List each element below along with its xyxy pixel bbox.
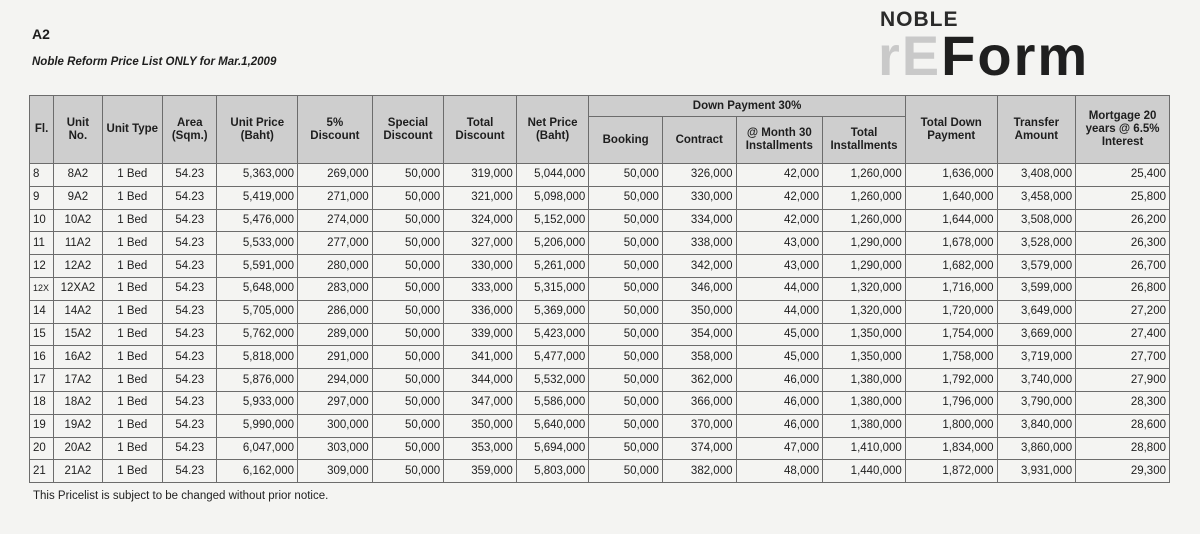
cell-floor: 12X bbox=[30, 277, 54, 300]
cell-net-price: 5,640,000 bbox=[516, 414, 589, 437]
cell-contract: 362,000 bbox=[662, 369, 736, 392]
col-header-area: Area (Sqm.) bbox=[163, 96, 217, 164]
cell-area: 54.23 bbox=[163, 346, 217, 369]
cell-month-30-installment: 42,000 bbox=[736, 186, 823, 209]
cell-unit-type: 1 Bed bbox=[102, 255, 162, 278]
cell-unit-type: 1 Bed bbox=[102, 209, 162, 232]
cell-month-30-installment: 43,000 bbox=[736, 232, 823, 255]
cell-transfer-amount: 3,790,000 bbox=[997, 391, 1076, 414]
cell-total-installments: 1,350,000 bbox=[823, 323, 906, 346]
cell-transfer-amount: 3,669,000 bbox=[997, 323, 1076, 346]
cell-net-price: 5,423,000 bbox=[516, 323, 589, 346]
cell-unit-no: 20A2 bbox=[54, 437, 102, 460]
cell-unit-type: 1 Bed bbox=[102, 391, 162, 414]
cell-net-price: 5,803,000 bbox=[516, 460, 589, 483]
disclaimer-note: This Pricelist is subject to be changed without prior notice. bbox=[33, 490, 329, 502]
table-row bbox=[30, 209, 1170, 232]
cell-unit-price: 5,363,000 bbox=[217, 164, 298, 187]
cell-discount-5pct: 300,000 bbox=[298, 414, 373, 437]
cell-month-30-installment: 44,000 bbox=[736, 300, 823, 323]
cell-discount-5pct: 271,000 bbox=[298, 186, 373, 209]
cell-discount-5pct: 286,000 bbox=[298, 300, 373, 323]
cell-mortgage: 27,400 bbox=[1076, 323, 1170, 346]
cell-total-discount: 321,000 bbox=[444, 186, 517, 209]
cell-net-price: 5,532,000 bbox=[516, 369, 589, 392]
cell-special-discount: 50,000 bbox=[372, 255, 444, 278]
cell-total-discount: 336,000 bbox=[444, 300, 517, 323]
cell-total-installments: 1,260,000 bbox=[823, 164, 906, 187]
col-header-mortgage: Mortgage 20 years @ 6.5% Interest bbox=[1076, 96, 1170, 164]
cell-total-down-payment: 1,682,000 bbox=[905, 255, 997, 278]
cell-area: 54.23 bbox=[163, 232, 217, 255]
cell-unit-price: 5,476,000 bbox=[217, 209, 298, 232]
cell-floor: 10 bbox=[30, 209, 54, 232]
cell-net-price: 5,044,000 bbox=[516, 164, 589, 187]
cell-unit-price: 5,818,000 bbox=[217, 346, 298, 369]
cell-floor: 21 bbox=[30, 460, 54, 483]
cell-contract: 338,000 bbox=[662, 232, 736, 255]
cell-area: 54.23 bbox=[163, 437, 217, 460]
cell-unit-price: 5,876,000 bbox=[217, 369, 298, 392]
cell-special-discount: 50,000 bbox=[372, 232, 444, 255]
cell-unit-no: 12A2 bbox=[54, 255, 102, 278]
cell-transfer-amount: 3,840,000 bbox=[997, 414, 1076, 437]
cell-area: 54.23 bbox=[163, 255, 217, 278]
cell-transfer-amount: 3,599,000 bbox=[997, 277, 1076, 300]
cell-net-price: 5,477,000 bbox=[516, 346, 589, 369]
cell-discount-5pct: 294,000 bbox=[298, 369, 373, 392]
cell-total-down-payment: 1,796,000 bbox=[905, 391, 997, 414]
col-header-total-down-payment: Total Down Payment bbox=[905, 96, 997, 164]
cell-special-discount: 50,000 bbox=[372, 391, 444, 414]
cell-transfer-amount: 3,458,000 bbox=[997, 186, 1076, 209]
cell-unit-no: 16A2 bbox=[54, 346, 102, 369]
logo-dark-part: Form bbox=[941, 24, 1090, 87]
price-table bbox=[29, 95, 1170, 483]
cell-total-down-payment: 1,872,000 bbox=[905, 460, 997, 483]
cell-unit-no: 19A2 bbox=[54, 414, 102, 437]
cell-total-discount: 341,000 bbox=[444, 346, 517, 369]
col-header-net-price: Net Price (Baht) bbox=[516, 96, 589, 164]
table-row bbox=[30, 414, 1170, 437]
cell-area: 54.23 bbox=[163, 300, 217, 323]
cell-total-discount: 350,000 bbox=[444, 414, 517, 437]
cell-floor: 12 bbox=[30, 255, 54, 278]
table-row bbox=[30, 346, 1170, 369]
cell-floor: 14 bbox=[30, 300, 54, 323]
cell-total-down-payment: 1,834,000 bbox=[905, 437, 997, 460]
cell-unit-price: 5,419,000 bbox=[217, 186, 298, 209]
cell-total-installments: 1,440,000 bbox=[823, 460, 906, 483]
cell-total-discount: 339,000 bbox=[444, 323, 517, 346]
cell-total-down-payment: 1,678,000 bbox=[905, 232, 997, 255]
col-header-floor: Fl. bbox=[30, 96, 54, 164]
cell-net-price: 5,152,000 bbox=[516, 209, 589, 232]
cell-unit-price: 5,591,000 bbox=[217, 255, 298, 278]
cell-unit-no: 17A2 bbox=[54, 369, 102, 392]
cell-total-discount: 353,000 bbox=[444, 437, 517, 460]
cell-total-discount: 319,000 bbox=[444, 164, 517, 187]
cell-unit-type: 1 Bed bbox=[102, 437, 162, 460]
cell-mortgage: 28,300 bbox=[1076, 391, 1170, 414]
cell-booking: 50,000 bbox=[589, 255, 663, 278]
cell-mortgage: 26,200 bbox=[1076, 209, 1170, 232]
logo-light-part: rE bbox=[878, 24, 942, 87]
table-header-row bbox=[30, 96, 1170, 117]
cell-total-discount: 327,000 bbox=[444, 232, 517, 255]
cell-booking: 50,000 bbox=[589, 346, 663, 369]
cell-booking: 50,000 bbox=[589, 369, 663, 392]
col-header-total-discount: Total Discount bbox=[444, 96, 517, 164]
cell-month-30-installment: 43,000 bbox=[736, 255, 823, 278]
cell-mortgage: 28,800 bbox=[1076, 437, 1170, 460]
cell-area: 54.23 bbox=[163, 460, 217, 483]
cell-booking: 50,000 bbox=[589, 164, 663, 187]
cell-area: 54.23 bbox=[163, 323, 217, 346]
cell-special-discount: 50,000 bbox=[372, 164, 444, 187]
table-row bbox=[30, 369, 1170, 392]
col-header-down-payment: Down Payment 30% bbox=[589, 96, 906, 117]
cell-mortgage: 27,200 bbox=[1076, 300, 1170, 323]
table-row bbox=[30, 391, 1170, 414]
cell-unit-type: 1 Bed bbox=[102, 277, 162, 300]
cell-contract: 342,000 bbox=[662, 255, 736, 278]
cell-unit-type: 1 Bed bbox=[102, 323, 162, 346]
cell-contract: 346,000 bbox=[662, 277, 736, 300]
cell-contract: 330,000 bbox=[662, 186, 736, 209]
cell-contract: 358,000 bbox=[662, 346, 736, 369]
cell-area: 54.23 bbox=[163, 277, 217, 300]
cell-unit-no: 11A2 bbox=[54, 232, 102, 255]
table-row bbox=[30, 277, 1170, 300]
cell-contract: 334,000 bbox=[662, 209, 736, 232]
cell-unit-price: 5,648,000 bbox=[217, 277, 298, 300]
cell-unit-type: 1 Bed bbox=[102, 346, 162, 369]
cell-total-installments: 1,260,000 bbox=[823, 186, 906, 209]
table-row bbox=[30, 323, 1170, 346]
cell-contract: 382,000 bbox=[662, 460, 736, 483]
col-header-booking: Booking bbox=[589, 117, 663, 164]
cell-month-30-installment: 46,000 bbox=[736, 391, 823, 414]
price-list-title: Noble Reform Price List ONLY for Mar.1,2009 bbox=[32, 56, 277, 68]
cell-net-price: 5,694,000 bbox=[516, 437, 589, 460]
cell-unit-no: 8A2 bbox=[54, 164, 102, 187]
cell-unit-no: 12XA2 bbox=[54, 277, 102, 300]
col-header-contract: Contract bbox=[662, 117, 736, 164]
cell-unit-no: 10A2 bbox=[54, 209, 102, 232]
cell-net-price: 5,261,000 bbox=[516, 255, 589, 278]
cell-mortgage: 26,300 bbox=[1076, 232, 1170, 255]
cell-total-down-payment: 1,758,000 bbox=[905, 346, 997, 369]
cell-total-discount: 359,000 bbox=[444, 460, 517, 483]
cell-special-discount: 50,000 bbox=[372, 209, 444, 232]
cell-floor: 9 bbox=[30, 186, 54, 209]
cell-booking: 50,000 bbox=[589, 391, 663, 414]
cell-special-discount: 50,000 bbox=[372, 300, 444, 323]
cell-total-installments: 1,410,000 bbox=[823, 437, 906, 460]
cell-month-30-installment: 45,000 bbox=[736, 323, 823, 346]
cell-discount-5pct: 269,000 bbox=[298, 164, 373, 187]
cell-special-discount: 50,000 bbox=[372, 346, 444, 369]
cell-booking: 50,000 bbox=[589, 186, 663, 209]
cell-unit-no: 15A2 bbox=[54, 323, 102, 346]
cell-area: 54.23 bbox=[163, 209, 217, 232]
cell-net-price: 5,586,000 bbox=[516, 391, 589, 414]
cell-discount-5pct: 309,000 bbox=[298, 460, 373, 483]
cell-discount-5pct: 303,000 bbox=[298, 437, 373, 460]
cell-net-price: 5,369,000 bbox=[516, 300, 589, 323]
cell-special-discount: 50,000 bbox=[372, 369, 444, 392]
cell-floor: 18 bbox=[30, 391, 54, 414]
cell-floor: 16 bbox=[30, 346, 54, 369]
cell-month-30-installment: 47,000 bbox=[736, 437, 823, 460]
cell-mortgage: 26,800 bbox=[1076, 277, 1170, 300]
cell-mortgage: 26,700 bbox=[1076, 255, 1170, 278]
table-row bbox=[30, 232, 1170, 255]
cell-month-30-installment: 46,000 bbox=[736, 369, 823, 392]
cell-discount-5pct: 297,000 bbox=[298, 391, 373, 414]
cell-total-discount: 330,000 bbox=[444, 255, 517, 278]
col-header-unit-no: Unit No. bbox=[54, 96, 102, 164]
table-row bbox=[30, 164, 1170, 187]
cell-contract: 370,000 bbox=[662, 414, 736, 437]
cell-floor: 20 bbox=[30, 437, 54, 460]
cell-mortgage: 27,900 bbox=[1076, 369, 1170, 392]
cell-mortgage: 25,800 bbox=[1076, 186, 1170, 209]
cell-floor: 17 bbox=[30, 369, 54, 392]
reform-logo bbox=[878, 26, 1089, 86]
cell-transfer-amount: 3,860,000 bbox=[997, 437, 1076, 460]
cell-discount-5pct: 274,000 bbox=[298, 209, 373, 232]
cell-total-installments: 1,320,000 bbox=[823, 277, 906, 300]
cell-total-down-payment: 1,640,000 bbox=[905, 186, 997, 209]
cell-floor: 15 bbox=[30, 323, 54, 346]
cell-unit-type: 1 Bed bbox=[102, 186, 162, 209]
cell-floor: 8 bbox=[30, 164, 54, 187]
cell-unit-no: 18A2 bbox=[54, 391, 102, 414]
cell-mortgage: 27,700 bbox=[1076, 346, 1170, 369]
cell-floor: 19 bbox=[30, 414, 54, 437]
cell-discount-5pct: 277,000 bbox=[298, 232, 373, 255]
cell-transfer-amount: 3,719,000 bbox=[997, 346, 1076, 369]
col-header-special-discount: Special Discount bbox=[372, 96, 444, 164]
cell-month-30-installment: 48,000 bbox=[736, 460, 823, 483]
cell-unit-price: 6,047,000 bbox=[217, 437, 298, 460]
cell-area: 54.23 bbox=[163, 369, 217, 392]
cell-discount-5pct: 291,000 bbox=[298, 346, 373, 369]
cell-unit-no: 21A2 bbox=[54, 460, 102, 483]
cell-total-installments: 1,380,000 bbox=[823, 414, 906, 437]
cell-special-discount: 50,000 bbox=[372, 186, 444, 209]
cell-special-discount: 50,000 bbox=[372, 460, 444, 483]
cell-unit-price: 5,990,000 bbox=[217, 414, 298, 437]
page-code: A2 bbox=[32, 26, 50, 42]
cell-special-discount: 50,000 bbox=[372, 437, 444, 460]
cell-total-down-payment: 1,716,000 bbox=[905, 277, 997, 300]
cell-transfer-amount: 3,408,000 bbox=[997, 164, 1076, 187]
cell-net-price: 5,315,000 bbox=[516, 277, 589, 300]
cell-contract: 326,000 bbox=[662, 164, 736, 187]
cell-total-installments: 1,320,000 bbox=[823, 300, 906, 323]
cell-mortgage: 28,600 bbox=[1076, 414, 1170, 437]
col-header-transfer-amount: Transfer Amount bbox=[997, 96, 1076, 164]
cell-booking: 50,000 bbox=[589, 437, 663, 460]
cell-total-installments: 1,260,000 bbox=[823, 209, 906, 232]
cell-total-down-payment: 1,792,000 bbox=[905, 369, 997, 392]
cell-booking: 50,000 bbox=[589, 323, 663, 346]
cell-special-discount: 50,000 bbox=[372, 414, 444, 437]
cell-unit-type: 1 Bed bbox=[102, 414, 162, 437]
cell-unit-price: 5,533,000 bbox=[217, 232, 298, 255]
cell-contract: 350,000 bbox=[662, 300, 736, 323]
cell-booking: 50,000 bbox=[589, 232, 663, 255]
cell-unit-no: 14A2 bbox=[54, 300, 102, 323]
cell-total-installments: 1,350,000 bbox=[823, 346, 906, 369]
cell-booking: 50,000 bbox=[589, 209, 663, 232]
cell-total-installments: 1,380,000 bbox=[823, 369, 906, 392]
cell-unit-type: 1 Bed bbox=[102, 369, 162, 392]
cell-unit-type: 1 Bed bbox=[102, 164, 162, 187]
cell-discount-5pct: 289,000 bbox=[298, 323, 373, 346]
table-row bbox=[30, 255, 1170, 278]
cell-unit-no: 9A2 bbox=[54, 186, 102, 209]
cell-transfer-amount: 3,931,000 bbox=[997, 460, 1076, 483]
cell-contract: 374,000 bbox=[662, 437, 736, 460]
cell-mortgage: 25,400 bbox=[1076, 164, 1170, 187]
cell-month-30-installment: 46,000 bbox=[736, 414, 823, 437]
cell-transfer-amount: 3,740,000 bbox=[997, 369, 1076, 392]
cell-total-installments: 1,290,000 bbox=[823, 232, 906, 255]
cell-contract: 366,000 bbox=[662, 391, 736, 414]
cell-area: 54.23 bbox=[163, 414, 217, 437]
table-row bbox=[30, 460, 1170, 483]
cell-special-discount: 50,000 bbox=[372, 277, 444, 300]
cell-unit-price: 5,933,000 bbox=[217, 391, 298, 414]
cell-total-down-payment: 1,754,000 bbox=[905, 323, 997, 346]
cell-month-30-installment: 42,000 bbox=[736, 209, 823, 232]
cell-special-discount: 50,000 bbox=[372, 323, 444, 346]
cell-booking: 50,000 bbox=[589, 277, 663, 300]
cell-total-down-payment: 1,636,000 bbox=[905, 164, 997, 187]
cell-total-discount: 333,000 bbox=[444, 277, 517, 300]
cell-net-price: 5,098,000 bbox=[516, 186, 589, 209]
cell-total-down-payment: 1,800,000 bbox=[905, 414, 997, 437]
cell-total-down-payment: 1,720,000 bbox=[905, 300, 997, 323]
cell-transfer-amount: 3,528,000 bbox=[997, 232, 1076, 255]
cell-transfer-amount: 3,649,000 bbox=[997, 300, 1076, 323]
cell-month-30-installment: 42,000 bbox=[736, 164, 823, 187]
cell-unit-price: 6,162,000 bbox=[217, 460, 298, 483]
cell-total-discount: 324,000 bbox=[444, 209, 517, 232]
table-row bbox=[30, 186, 1170, 209]
cell-unit-price: 5,705,000 bbox=[217, 300, 298, 323]
col-header-unit-price: Unit Price (Baht) bbox=[217, 96, 298, 164]
col-header-total-installments: Total Installments bbox=[823, 117, 906, 164]
cell-mortgage: 29,300 bbox=[1076, 460, 1170, 483]
cell-total-installments: 1,290,000 bbox=[823, 255, 906, 278]
cell-total-down-payment: 1,644,000 bbox=[905, 209, 997, 232]
cell-unit-type: 1 Bed bbox=[102, 232, 162, 255]
cell-total-installments: 1,380,000 bbox=[823, 391, 906, 414]
cell-booking: 50,000 bbox=[589, 460, 663, 483]
cell-floor: 11 bbox=[30, 232, 54, 255]
col-header-unit-type: Unit Type bbox=[102, 96, 162, 164]
col-header-month-30: @ Month 30 Installments bbox=[736, 117, 823, 164]
cell-unit-type: 1 Bed bbox=[102, 460, 162, 483]
cell-area: 54.23 bbox=[163, 391, 217, 414]
cell-booking: 50,000 bbox=[589, 300, 663, 323]
cell-unit-price: 5,762,000 bbox=[217, 323, 298, 346]
cell-total-discount: 344,000 bbox=[444, 369, 517, 392]
cell-unit-type: 1 Bed bbox=[102, 300, 162, 323]
cell-area: 54.23 bbox=[163, 164, 217, 187]
cell-net-price: 5,206,000 bbox=[516, 232, 589, 255]
cell-transfer-amount: 3,579,000 bbox=[997, 255, 1076, 278]
col-header-5pct-discount: 5% Discount bbox=[298, 96, 373, 164]
cell-contract: 354,000 bbox=[662, 323, 736, 346]
cell-booking: 50,000 bbox=[589, 414, 663, 437]
table-row bbox=[30, 300, 1170, 323]
cell-month-30-installment: 45,000 bbox=[736, 346, 823, 369]
cell-transfer-amount: 3,508,000 bbox=[997, 209, 1076, 232]
cell-month-30-installment: 44,000 bbox=[736, 277, 823, 300]
cell-total-discount: 347,000 bbox=[444, 391, 517, 414]
cell-discount-5pct: 280,000 bbox=[298, 255, 373, 278]
table-row bbox=[30, 437, 1170, 460]
logo-noble-text: NOBLE bbox=[880, 8, 959, 31]
cell-area: 54.23 bbox=[163, 186, 217, 209]
cell-discount-5pct: 283,000 bbox=[298, 277, 373, 300]
